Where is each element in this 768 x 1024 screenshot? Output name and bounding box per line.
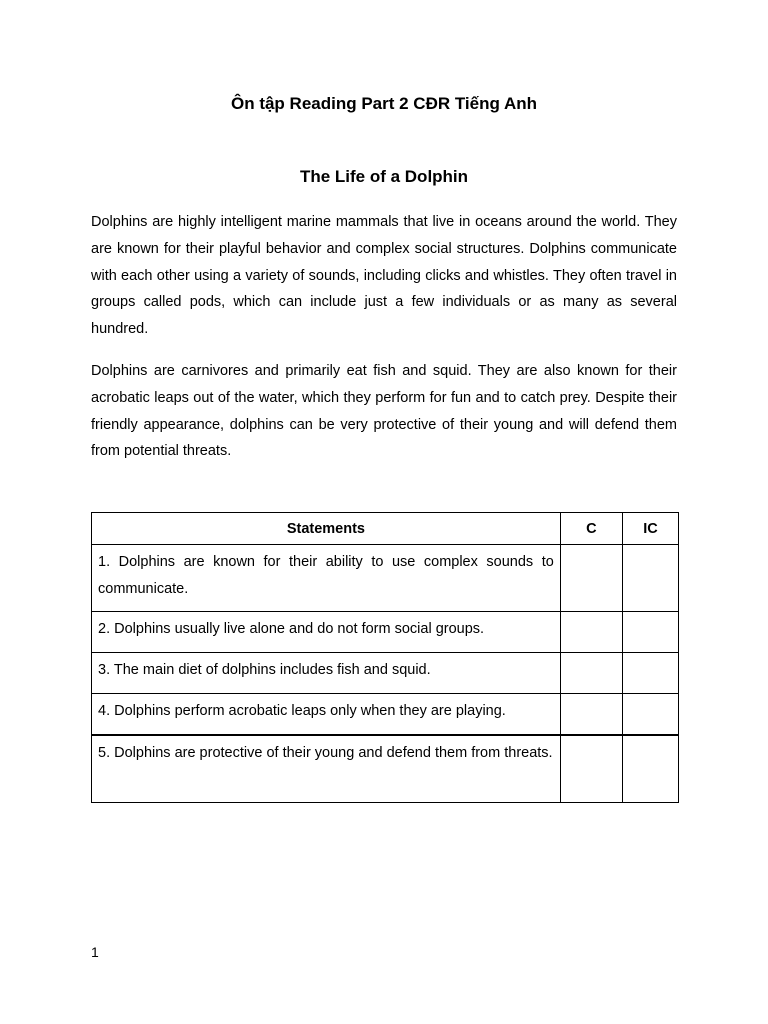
article-paragraph: Dolphins are carnivores and primarily eat fish and squid. They are also known for their acrobatic leaps out of the water, which they perform for fun and to catch prey. Despite their friendly appearance, dolphins can be very protective of their young and will defend them from potential threats. xyxy=(91,363,677,460)
statements-header: Statements xyxy=(92,513,561,545)
article-title: The Life of a Dolphin xyxy=(299,167,469,186)
incorrect-answer-cell[interactable] xyxy=(622,653,678,694)
statement-cell: 1. Dolphins are known for their ability to use complex sounds to communicate. xyxy=(92,545,561,612)
incorrect-header: IC xyxy=(622,513,678,545)
statement-cell: 3. The main diet of dolphins includes fish and squid. xyxy=(92,653,561,694)
page-heading: Ôn tập Reading Part 2 CĐR Tiếng Anh xyxy=(230,94,538,113)
table-row xyxy=(92,694,679,736)
incorrect-answer-cell[interactable] xyxy=(622,612,678,653)
incorrect-answer-cell[interactable] xyxy=(622,735,678,803)
incorrect-answer-cell[interactable] xyxy=(622,694,678,736)
statement-cell: 2. Dolphins usually live alone and do not form social groups. xyxy=(92,612,561,653)
correct-answer-cell[interactable] xyxy=(560,612,622,653)
correct-answer-cell[interactable] xyxy=(560,653,622,694)
statement-cell: 5. Dolphins are protective of their young and defend them from threats. xyxy=(92,735,561,803)
table-row xyxy=(92,653,679,694)
table-row xyxy=(92,612,679,653)
correct-header: C xyxy=(560,513,622,545)
table-header-row xyxy=(92,513,679,545)
table-row xyxy=(92,545,679,612)
page-number: 1 xyxy=(91,944,99,960)
statements-table xyxy=(91,512,679,803)
correct-answer-cell[interactable] xyxy=(560,735,622,803)
statement-cell: 4. Dolphins perform acrobatic leaps only when they are playing. xyxy=(92,694,561,736)
correct-answer-cell[interactable] xyxy=(560,694,622,736)
incorrect-answer-cell[interactable] xyxy=(622,545,678,612)
correct-answer-cell[interactable] xyxy=(560,545,622,612)
table-row xyxy=(92,735,679,803)
article-paragraph: Dolphins are highly intelligent marine mammals that live in oceans around the world. They are known for their playful behavior and complex social structures. Dolphins communicate with each other using a variety of sounds, including clicks and whistles. They often travel in groups called pods, which can include just a few individuals or as many as several hundred. xyxy=(91,214,677,338)
